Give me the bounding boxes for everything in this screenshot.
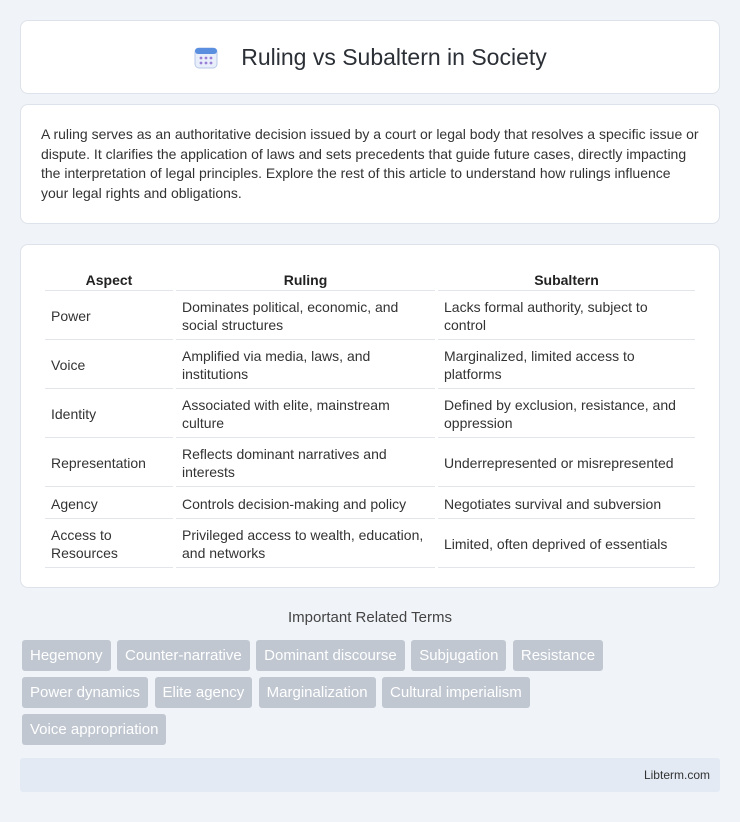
- aspect-cell: Agency: [45, 489, 173, 519]
- subaltern-cell: Lacks formal authority, subject to control: [438, 293, 695, 340]
- comparison-table: [42, 265, 698, 570]
- related-terms-title: Important Related Terms: [288, 609, 452, 626]
- intro-text: A ruling serves as an authoritative decision issued by a court or legal body that resolves a specific issue or dispute. It clarifies the application of laws and sets precedents that guide future cases, directly impacting the interpretation of legal principles. Explore the rest of this article to understand how rulings influence your legal rights and obligations.: [41, 126, 699, 201]
- page-title: Ruling vs Subaltern in Society: [241, 43, 547, 70]
- tag-resistance[interactable]: Resistance: [513, 640, 603, 671]
- column-header-subaltern: Subaltern: [438, 267, 695, 291]
- ruling-cell: Dominates political, economic, and social structures: [176, 293, 435, 340]
- related-terms-list: [22, 640, 722, 751]
- table-header-row: [45, 267, 695, 291]
- ruling-cell: Reflects dominant narratives and interests: [176, 440, 435, 487]
- ruling-cell: Controls decision-making and policy: [176, 489, 435, 519]
- aspect-cell: Voice: [45, 342, 173, 389]
- aspect-cell: Access to Resources: [45, 521, 173, 568]
- tag-power-dynamics[interactable]: Power dynamics: [22, 677, 148, 708]
- tag-counter-narrative[interactable]: Counter-narrative: [117, 640, 250, 671]
- table-row: [45, 489, 695, 519]
- tag-elite-agency[interactable]: Elite agency: [155, 677, 253, 708]
- footer-brand-link[interactable]: Libterm.com: [643, 768, 710, 782]
- intro-card: [20, 104, 720, 224]
- ruling-cell: Amplified via media, laws, and institutions: [176, 342, 435, 389]
- subaltern-cell: Marginalized, limited access to platforms: [438, 342, 695, 389]
- subaltern-cell: Defined by exclusion, resistance, and oppression: [438, 391, 695, 438]
- aspect-cell: Representation: [45, 440, 173, 487]
- calendar-icon: [193, 44, 219, 70]
- tag-voice-appropriation[interactable]: Voice appropriation: [22, 714, 166, 745]
- footer: [20, 758, 720, 792]
- ruling-cell: Associated with elite, mainstream culture: [176, 391, 435, 438]
- subaltern-cell: Underrepresented or misrepresented: [438, 440, 695, 487]
- table-row: [45, 293, 695, 340]
- tag-subjugation[interactable]: Subjugation: [411, 640, 506, 671]
- column-header-aspect: Aspect: [45, 267, 173, 291]
- tag-marginalization[interactable]: Marginalization: [259, 677, 376, 708]
- header-card: [20, 20, 720, 94]
- table-row: [45, 440, 695, 487]
- aspect-cell: Identity: [45, 391, 173, 438]
- comparison-table-card: [20, 244, 720, 588]
- table-row: [45, 391, 695, 438]
- aspect-cell: Power: [45, 293, 173, 340]
- subaltern-cell: Limited, often deprived of essentials: [438, 521, 695, 568]
- tag-hegemony[interactable]: Hegemony: [22, 640, 111, 671]
- ruling-cell: Privileged access to wealth, education, and networks: [176, 521, 435, 568]
- subaltern-cell: Negotiates survival and subversion: [438, 489, 695, 519]
- tag-dominant-discourse[interactable]: Dominant discourse: [256, 640, 405, 671]
- table-row: [45, 342, 695, 389]
- table-row: [45, 521, 695, 568]
- column-header-ruling: Ruling: [176, 267, 435, 291]
- tag-cultural-imperialism[interactable]: Cultural imperialism: [382, 677, 530, 708]
